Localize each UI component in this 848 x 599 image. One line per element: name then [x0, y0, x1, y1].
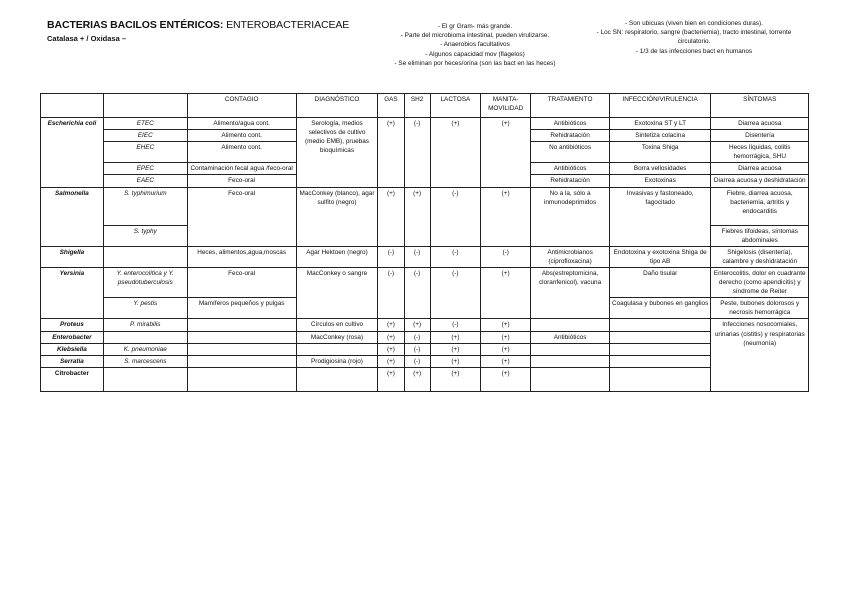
gas-cell: (+): [378, 355, 404, 367]
lactosa-cell: (+): [430, 343, 480, 355]
manita-cell: (+): [481, 118, 531, 188]
genus-cell: Shigella: [41, 246, 104, 267]
infeccion-cell: Borra vellosidades: [609, 163, 711, 175]
col-header-infeccion: INFECCIÓN/VIRULENCIA: [609, 94, 711, 118]
contagio-cell: Alimento/agua cont.: [187, 118, 296, 130]
diagnostico-cell: MacConkey o sangre: [296, 267, 378, 318]
page-subtitle: Catalasa + / Oxidasa –: [47, 34, 127, 43]
table-row: [41, 331, 809, 343]
species-cell: [103, 246, 187, 267]
table-row: [41, 267, 809, 297]
lactosa-cell: (-): [430, 319, 480, 331]
contagio-cell: [187, 343, 296, 355]
note-item: - Se eliminan por heces/orina (son las bact en las heces): [394, 59, 556, 67]
tratamiento-cell: No a la, sólo a inmunodeprimidos: [531, 187, 610, 246]
manita-cell: (-): [481, 246, 531, 267]
sintomas-cell: Diarrea acuosa y deshidratación: [711, 175, 809, 187]
sintomas-cell: Heces líquidas, colitis hemorrágica, SHU: [711, 142, 809, 163]
infeccion-cell: Daño tisular: [609, 267, 711, 297]
genus-cell: Enterobacter: [41, 331, 104, 343]
genus-cell: Yersinia: [41, 267, 104, 318]
infeccion-cell: Sintetiza colacina: [609, 130, 711, 142]
contagio-cell: Feco-oral: [187, 175, 296, 187]
diagnostico-cell: Agar Hektoen (negro): [296, 246, 378, 267]
infeccion-cell: [609, 355, 711, 367]
lactosa-cell: (-): [430, 267, 480, 318]
col-header: [41, 94, 104, 118]
genus-cell: Salmonella: [41, 187, 104, 246]
infeccion-cell: Invasivas y fastoneado, fagocitado: [609, 187, 711, 246]
diagnostico-cell: Círculos en cultivo: [296, 319, 378, 331]
genus-cell: Proteus: [41, 319, 104, 331]
sh2-cell: (-): [404, 246, 430, 267]
col-header-diagnostico: DIAGNÓSTICO: [296, 94, 378, 118]
tratamiento-cell: Abs(estreptomicina, cloranfenicol), vacuna: [531, 267, 610, 318]
manita-cell: (+): [481, 331, 531, 343]
sintomas-cell: Diarrea acuosa: [711, 163, 809, 175]
note-item: - Son ubicuas (viven bien en condiciones duras).: [625, 20, 763, 27]
tratamiento-cell: Antibióticos: [531, 163, 610, 175]
table-row: [41, 187, 809, 225]
notes-right: [594, 19, 794, 56]
col-header-tratamiento: TRATAMIENTO: [531, 94, 610, 118]
gas-cell: (+): [378, 331, 404, 343]
document-header: [47, 19, 349, 43]
sintomas-cell: Enterocolitis, dolor en cuadrante derecho (como apendicitis) y síndrome de Reiter: [711, 267, 809, 297]
species-cell: S. typhimurium: [103, 187, 187, 225]
sintomas-cell: Diarrea acuosa: [711, 118, 809, 130]
table-row: [41, 343, 809, 355]
infeccion-cell: [609, 343, 711, 355]
table-row: [41, 319, 809, 331]
infeccion-cell: Coagulasa y bubones en ganglios: [609, 298, 711, 319]
contagio-cell: Feco-oral: [187, 187, 296, 246]
table-row: [41, 118, 809, 130]
manita-cell: (+): [481, 319, 531, 331]
page-title: [47, 19, 349, 31]
contagio-cell: Alimento cont.: [187, 142, 296, 163]
note-item: - Parte del microbioma intestinal, pueden virulizarse.: [400, 32, 550, 40]
manita-cell: (+): [481, 355, 531, 367]
species-cell: S. marcescens: [103, 355, 187, 367]
contagio-cell: Contaminación fecal agua /feco-oral: [187, 163, 296, 175]
tratamiento-cell: Antibióticos: [531, 331, 610, 343]
diagnostico-cell: Prodigiosina (rojo): [296, 355, 378, 367]
tratamiento-cell: Antibióticos: [531, 118, 610, 130]
sintomas-cell: Fiebres tifoideas, síntomas abdominales: [711, 225, 809, 246]
species-cell: EAEC: [103, 175, 187, 187]
species-cell: EIEC: [103, 130, 187, 142]
sintomas-cell: Shigelosis (disentería), calambre y deshidratación: [711, 246, 809, 267]
species-cell: Y. enterocolítica y Y. pseudotuberculosis: [103, 267, 187, 297]
lactosa-cell: (+): [430, 118, 480, 188]
infeccion-cell: Exotoxinas: [609, 175, 711, 187]
gas-cell: (-): [378, 267, 404, 318]
infeccion-cell: Toxina Shiga: [609, 142, 711, 163]
contagio-cell: Heces, alimentos,agua,moscas: [187, 246, 296, 267]
contagio-cell: Feco-oral: [187, 267, 296, 297]
tratamiento-cell: Rehidratación: [531, 175, 610, 187]
species-cell: [103, 331, 187, 343]
diagnostico-cell: MacConkey (blanco), agar sulfito (negro): [296, 187, 378, 246]
lactosa-cell: (+): [430, 367, 480, 391]
species-cell: P. mirabilis: [103, 319, 187, 331]
table-row: [41, 246, 809, 267]
table-row: [41, 355, 809, 367]
table-header-row: [41, 94, 809, 118]
infeccion-cell: [609, 331, 711, 343]
genus-cell: Citrobacter: [41, 367, 104, 391]
contagio-cell: [187, 355, 296, 367]
manita-cell: (+): [481, 367, 531, 391]
title-bold: BACTERIAS BACILOS ENTÉRICOS:: [47, 19, 224, 31]
infeccion-cell: [609, 319, 711, 331]
diagnostico-cell: [296, 343, 378, 355]
col-header-manita: MANITA-MOVILIDAD: [481, 94, 531, 118]
gas-cell: (+): [378, 319, 404, 331]
tratamiento-cell: Antimicrobianos (ciprofloxacina): [531, 246, 610, 267]
gas-cell: (+): [378, 118, 404, 188]
col-header-gas: GAS: [378, 94, 404, 118]
gas-cell: (+): [378, 367, 404, 391]
sh2-cell: (-): [404, 355, 430, 367]
sh2-cell: (-): [404, 267, 430, 318]
note-item: - El gr Gram- más grande.: [437, 23, 513, 30]
gas-cell: (+): [378, 187, 404, 246]
species-cell: S. typhy: [103, 225, 187, 246]
gas-cell: (+): [378, 343, 404, 355]
note-item: - Loc SN: respiratorio, sangre (bacteriemia), tracto intestinal, torrente circulatorio.: [596, 29, 792, 46]
col-header-sh2: SH2: [404, 94, 430, 118]
lactosa-cell: (+): [430, 331, 480, 343]
tratamiento-cell: [531, 355, 610, 367]
infeccion-cell: Endotoxina y exotoxina Shiga de tipo AB: [609, 246, 711, 267]
sintomas-cell: Disentería: [711, 130, 809, 142]
genus-cell: Escherichia coli: [41, 118, 104, 188]
sh2-cell: (+): [404, 319, 430, 331]
species-cell: K. pneumoniae: [103, 343, 187, 355]
species-cell: Y. pestis: [103, 298, 187, 319]
col-header-sintomas: SÍNTOMAS: [711, 94, 809, 118]
diagnostico-cell: Serología, medios selectivos de cultivo (medio EMB), pruebas bioquímicas: [296, 118, 378, 188]
infeccion-cell: [609, 367, 711, 391]
contagio-cell: Mamíferos pequeños y pulgas: [187, 298, 296, 319]
note-item: - Anaerobios facultativos: [440, 41, 510, 49]
contagio-cell: [187, 319, 296, 331]
species-cell: [103, 367, 187, 391]
col-header-contagio: CONTAGIO: [187, 94, 296, 118]
sh2-cell: (-): [404, 343, 430, 355]
table-row: [41, 367, 809, 391]
tratamiento-cell: [531, 343, 610, 355]
sh2-cell: (+): [404, 367, 430, 391]
note-item: - 1/3 de las infecciones bact en humanos: [635, 47, 753, 55]
notes-middle: [370, 22, 580, 68]
contagio-cell: [187, 367, 296, 391]
col-header-lactosa: LACTOSA: [430, 94, 480, 118]
contagio-cell: Alimento cont.: [187, 130, 296, 142]
manita-cell: (+): [481, 187, 531, 246]
diagnostico-cell: [296, 367, 378, 391]
species-cell: ETEC: [103, 118, 187, 130]
col-header: [103, 94, 187, 118]
manita-cell: (+): [481, 343, 531, 355]
tratamiento-cell: Rehidratación: [531, 130, 610, 142]
lactosa-cell: (-): [430, 187, 480, 246]
genus-cell: Serratia: [41, 355, 104, 367]
note-item: - Algunos capacidad mov (flagelos): [425, 50, 525, 58]
gas-cell: (-): [378, 246, 404, 267]
sh2-cell: (+): [404, 187, 430, 246]
lactosa-cell: (-): [430, 246, 480, 267]
lactosa-cell: (+): [430, 355, 480, 367]
genus-cell: Klebsiella: [41, 343, 104, 355]
sh2-cell: (-): [404, 118, 430, 188]
tratamiento-cell: No antibióticos: [531, 142, 610, 163]
sintomas-cell: Peste, bubones dolorosos y necrosis hemorrágica: [711, 298, 809, 319]
manita-cell: (+): [481, 267, 531, 318]
species-cell: EHEC: [103, 142, 187, 163]
contagio-cell: [187, 331, 296, 343]
diagnostico-cell: MacConkey (rosa): [296, 331, 378, 343]
species-cell: EPEC: [103, 163, 187, 175]
title-normal: ENTEROBACTERIACEAE: [223, 19, 350, 31]
tratamiento-cell: [531, 367, 610, 391]
sintomas-cell: Infecciones nosocomiales, urinarias (cistitis) y respiratorias (neumonía): [711, 319, 809, 391]
bacteria-table: [40, 93, 809, 392]
infeccion-cell: Exotoxina ST y LT: [609, 118, 711, 130]
tratamiento-cell: [531, 319, 610, 331]
sh2-cell: (-): [404, 331, 430, 343]
sintomas-cell: Fiebre, diarrea acuosa, bacteriemia, artritis y endocarditis: [711, 187, 809, 225]
